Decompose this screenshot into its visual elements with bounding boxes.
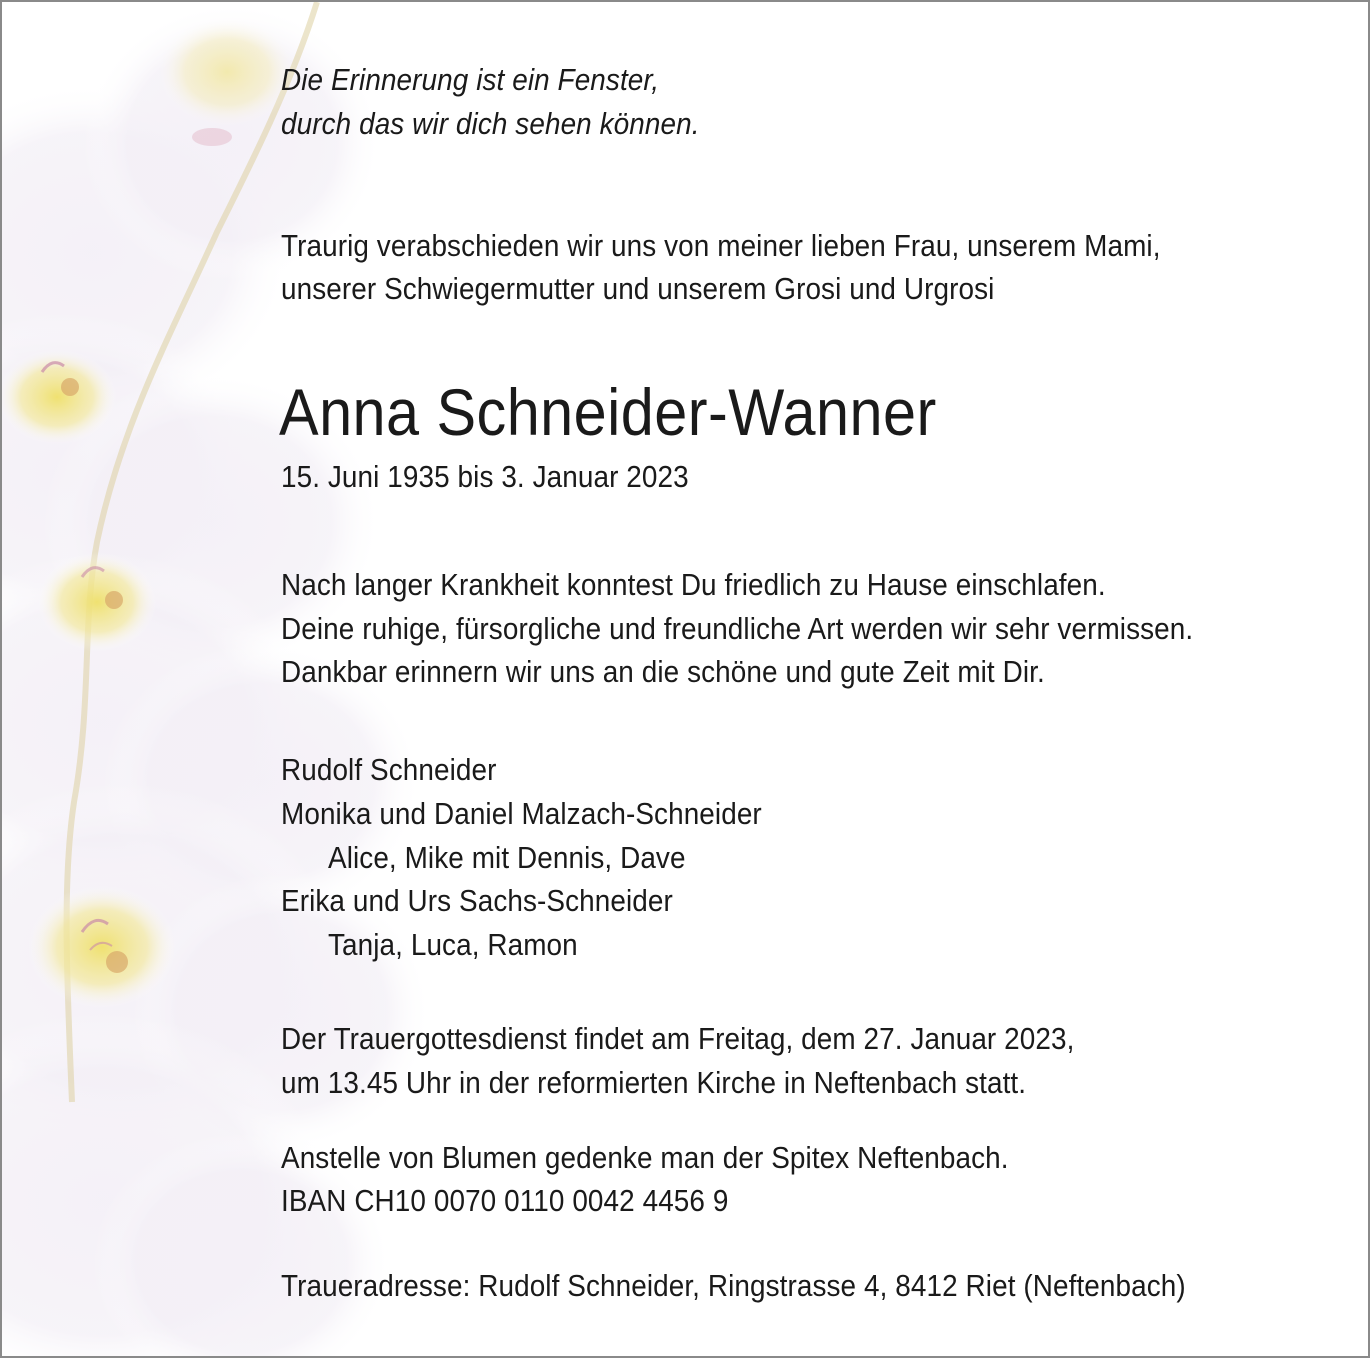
motto-line-1: Die Erinnerung ist ein Fenster, (281, 62, 660, 97)
service-line-2: um 13.45 Uhr in der reformierten Kirche in Neftenbach statt. (281, 1065, 1027, 1100)
mourner-grandchildren: Tanja, Luca, Ramon (328, 927, 578, 962)
mourner-name: Rudolf Schneider (281, 752, 497, 787)
service-line-1: Der Trauergottesdienst findet am Freitag, dem 27. Januar 2023, (281, 1021, 1075, 1056)
intro-line-1: Traurig verabschieden wir uns von meiner lieben Frau, unserem Mami, (281, 228, 1161, 263)
iban: IBAN CH10 0070 0110 0042 4456 9 (281, 1183, 729, 1218)
life-dates: 15. Juni 1935 bis 3. Januar 2023 (281, 459, 689, 494)
message-line-1: Nach langer Krankheit konntest Du friedlich zu Hause einschlafen. (281, 567, 1106, 602)
deceased-name: Anna Schneider-Wanner (279, 375, 937, 449)
mourning-address: Traueradresse: Rudolf Schneider, Ringstrasse 4, 8412 Riet (Neftenbach) (281, 1268, 1186, 1303)
message-line-3: Dankbar erinnern wir uns an die schöne und gute Zeit mit Dir. (281, 654, 1045, 689)
mourner-name: Erika und Urs Sachs-Schneider (281, 883, 673, 918)
message-line-2: Deine ruhige, fürsorgliche und freundliche Art werden wir sehr vermissen. (281, 611, 1194, 646)
intro-line-2: unserer Schwiegermutter und unserem Grosi und Urgrosi (281, 271, 995, 306)
motto-line-2: durch das wir dich sehen können. (281, 106, 700, 141)
mourner-grandchildren: Alice, Mike mit Dennis, Dave (328, 840, 686, 875)
donation-line-1: Anstelle von Blumen gedenke man der Spitex Neftenbach. (281, 1140, 1009, 1175)
mourner-name: Monika und Daniel Malzach-Schneider (281, 796, 762, 831)
